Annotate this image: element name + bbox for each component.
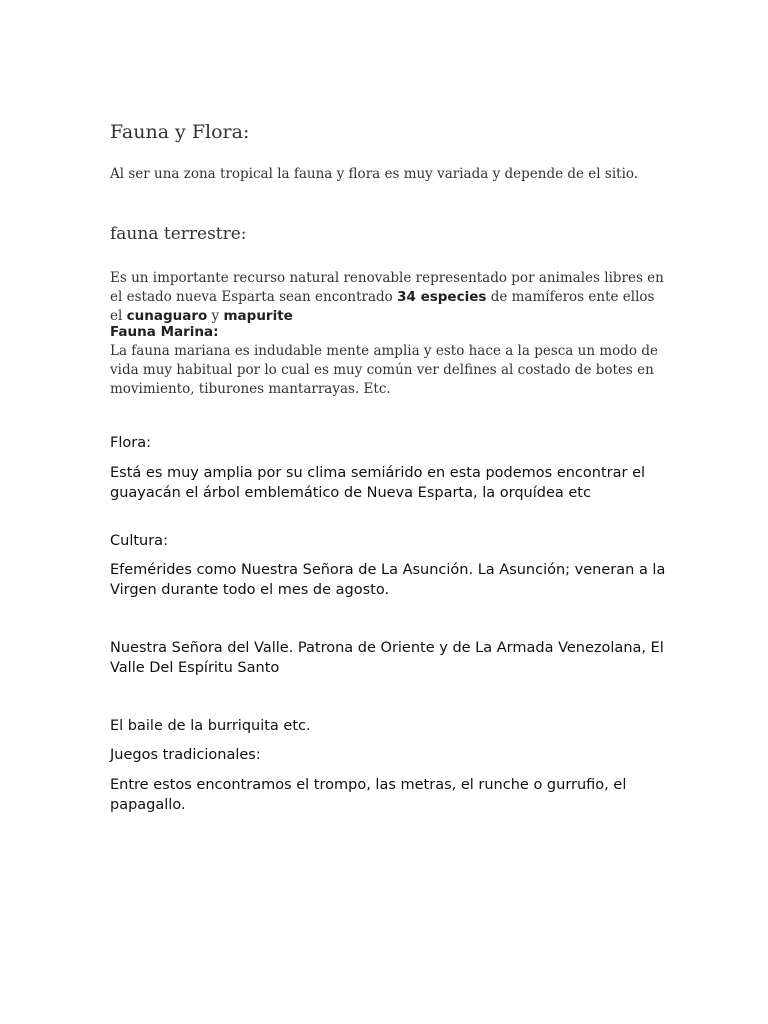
fauna-marina-paragraph: La fauna mariana es indudable mente amplia y esto hace a la pesca un modo de vida muy habitual por lo cual es muy común ver delfines al costado de botes en movimiento, tiburones mantarrayas. Etc.: [110, 343, 658, 397]
intro-paragraph: Al ser una zona tropical la fauna y flora es muy variada y depende de el sitio.: [110, 166, 639, 182]
fauna-terrestre-text-2: de mamíferos ente ellos el: [110, 289, 655, 324]
conjunction: y: [207, 308, 224, 324]
flora-heading: Flora:: [110, 435, 151, 451]
juegos-paragraph: Entre estos encontramos el trompo, las metras, el runche o gurrufio, el papagallo.: [110, 777, 627, 813]
cultura-paragraph-asuncion: Efemérides como Nuestra Señora de La Asunción. La Asunción; veneran a la Virgen durante todo el mes de agosto.: [110, 562, 666, 598]
fauna-marina-heading: Fauna Marina:: [110, 324, 219, 340]
fauna-terrestre-paragraph: [110, 269, 670, 326]
animal-cunaguaro: cunaguaro: [126, 308, 208, 324]
fauna-terrestre-heading: fauna terrestre:: [110, 224, 247, 244]
flora-paragraph: Está es muy amplia por su clima semiárido en esta podemos encontrar el guayacán el árbol emblemático de Nueva Esparta, la orquídea etc: [110, 465, 646, 501]
document-title: Fauna y Flora:: [110, 121, 250, 143]
fauna-terrestre-text-1: Es un importante recurso natural renovable representado por animales libres en el estado nueva Esparta sean encontrado: [110, 270, 664, 305]
cultura-paragraph-baile: El baile de la burriquita etc.: [110, 718, 311, 734]
species-count: 34 especies: [397, 289, 487, 305]
cultura-heading: Cultura:: [110, 533, 168, 549]
cultura-paragraph-valle: Nuestra Señora del Valle. Patrona de Oriente y de La Armada Venezolana, El Valle Del Espíritu Santo: [110, 640, 664, 676]
juegos-heading: Juegos tradicionales:: [110, 747, 261, 763]
animal-mapurite: mapurite: [223, 308, 293, 324]
